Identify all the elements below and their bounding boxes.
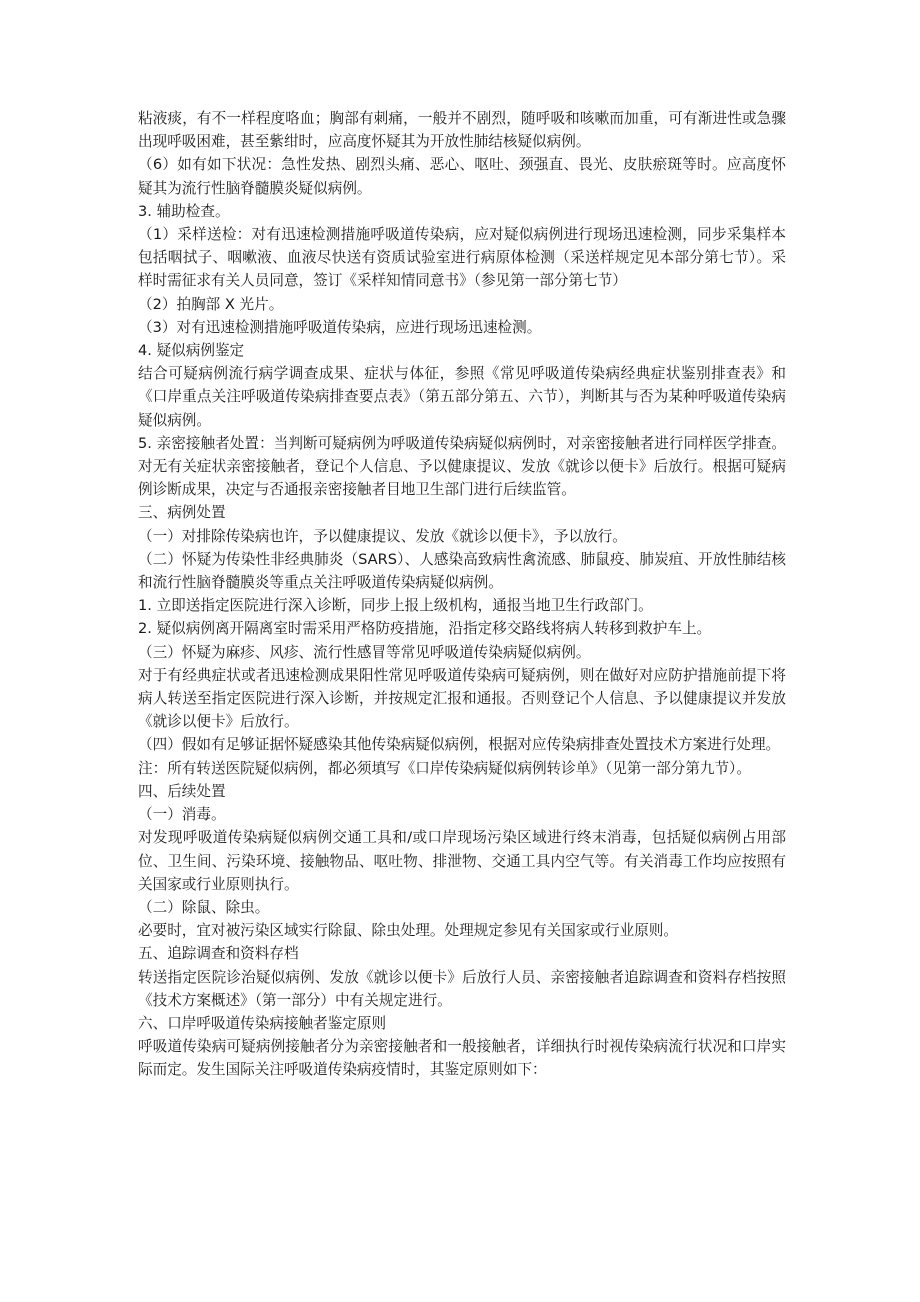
paragraph: 对于有经典症状或者迅速检测成果阳性常见呼吸道传染病可疑病例，则在做好对应防护措施前提下将病人转送至指定医院进行深入诊断，并按规定汇报和通报。否则登记个人信息、予以健康提议并发放《就诊以便卡》后放行。 — [138, 666, 786, 731]
section-heading: 三、病例处置 — [138, 504, 226, 522]
paragraph: （1）采样送检：对有迅速检测措施呼吸道传染病，应对疑似病例进行现场迅速检测，同步采集样本包括咽拭子、咽嗽液、血液尽快送有资质试验室进行病原体检测（采送样规定见本部分第七节）。采样时需征求有关人员同意，签订《采样知情同意书》（参见第一部分第七节） — [138, 226, 786, 290]
paragraph: 必要时，宜对被污染区域实行除鼠、除虫处理。处理规定参见有关国家或行业原则。 — [138, 922, 678, 940]
note-paragraph: 注：所有转送医院疑似病例，都必须填写《口岸传染病疑似病例转诊单》（见第一部分第九节）。 — [138, 759, 751, 777]
paragraph: （一）对排除传染病也许，予以健康提议、发放《就诊以便卡》，予以放行。 — [138, 527, 627, 545]
paragraph: 对发现呼吸道传染病疑似病例交通工具和/或口岸现场污染区域进行终末消毒，包括疑似病例占用部位、卫生间、污染环境、接触物品、呕吐物、排泄物、交通工具内空气等。有关消毒工作均应按照有关国家或行业原则执行。 — [138, 829, 786, 893]
paragraph: （3）对有迅速检测措施呼吸道传染病，应进行现场迅速检测。 — [138, 318, 542, 336]
paragraph: （6）如有如下状况：急性发热、剧烈头痛、恶心、呕吐、颈强直、畏光、皮肤瘀斑等时。应高度怀疑其为流行性脑脊髓膜炎疑似病例。 — [138, 156, 786, 197]
paragraph: （四）假如有足够证据怀疑感染其他传染病疑似病例，根据对应传染病排查处置技术方案进行处理。 — [138, 736, 781, 754]
section-heading: 六、口岸呼吸道传染病接触者鉴定原则 — [138, 1014, 387, 1032]
paragraph: 转送指定医院诊治疑似病例、发放《就诊以便卡》后放行人员、亲密接触者追踪调查和资料存档按照《技术方案概述》（第一部分）中有关规定进行。 — [138, 968, 786, 1009]
paragraph: （二）怀疑为传染性非经典肺炎（SARS）、人感染高致病性禽流感、肺鼠疫、肺炭疽、开放性肺结核和流行性脑脊髓膜炎等重点关注呼吸道传染病疑似病例。 — [138, 550, 786, 592]
paragraph: 结合可疑病例流行病学调查成果、症状与体征，参照《常见呼吸道传染病经典症状鉴别排查表》和《口岸重点关注呼吸道传染病排查要点表》（第五部分第五、六节），判断其与否为某种呼吸道传染病疑似病例。 — [138, 365, 786, 429]
section-heading: 3. 辅助检查。 — [138, 202, 230, 220]
section-heading: 四、后续处置 — [138, 782, 226, 800]
paragraph: 粘液痰，有不一样程度咯血；胸部有刺痛，一般并不剧烈，随呼吸和咳嗽而加重，可有渐进性或急骤出现呼吸困难，甚至紫绀时，应高度怀疑其为开放性肺结核疑似病例。 — [138, 110, 786, 151]
document-body — [138, 107, 786, 1082]
paragraph: 5. 亲密接触者处置：当判断可疑病例为呼吸道传染病疑似病例时，对亲密接触者进行同样医学排查。对无有关症状亲密接触者，登记个人信息、予以健康提议、发放《就诊以便卡》后放行。根据可疑病例诊断成果，决定与否通报亲密接触者目地卫生部门进行后续监管。 — [138, 434, 786, 499]
paragraph: 2. 疑似病例离开隔离室时需采用严格防疫措施，沿指定移交路线将病人转移到救护车上。 — [138, 620, 712, 638]
section-heading: 4. 疑似病例鉴定 — [138, 342, 245, 360]
section-heading: 五、追踪调查和资料存档 — [138, 945, 299, 963]
paragraph: （一）消毒。 — [138, 806, 226, 824]
paragraph: （2）拍胸部 X 光片。 — [138, 295, 284, 313]
paragraph: 呼吸道传染病可疑病例接触者分为亲密接触者和一般接触者，详细执行时视传染病流行状况和口岸实际而定。发生国际关注呼吸道传染病疫情时，其鉴定原则如下： — [138, 1038, 786, 1079]
paragraph: （三）怀疑为麻疹、风疹、流行性感冒等常见呼吸道传染病疑似病例。 — [138, 643, 591, 661]
paragraph: （二）除鼠、除虫。 — [138, 898, 270, 916]
paragraph: 1. 立即送指定医院进行深入诊断，同步上报上级机构，通报当地卫生行政部门。 — [138, 597, 653, 615]
